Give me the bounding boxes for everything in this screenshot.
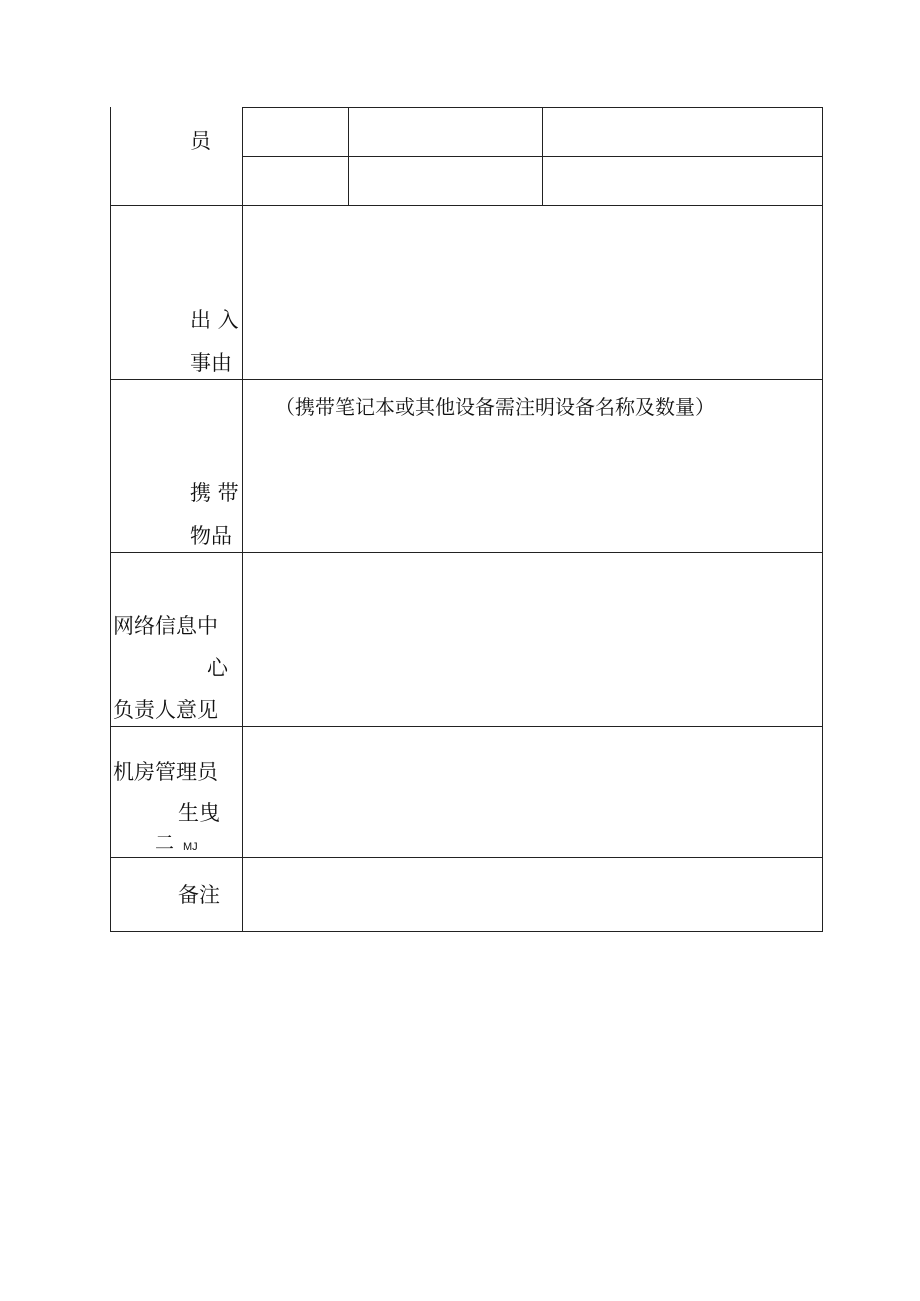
remarks-label: 备注 [178, 883, 220, 907]
items-label-line1: 携 带 [190, 481, 239, 505]
row-line-2 [110, 379, 823, 380]
personnel-cell-4[interactable] [243, 157, 348, 205]
personnel-cell-3[interactable] [543, 108, 822, 156]
items-label-line2: 物品 [190, 524, 232, 548]
personnel-cell-1[interactable] [243, 108, 348, 156]
admin-field[interactable] [243, 727, 822, 857]
right-border [822, 107, 823, 932]
reason-label-line1: 出 入 [190, 308, 239, 332]
personnel-cell-6[interactable] [543, 157, 822, 205]
admin-label-line3-a: 二 [155, 832, 175, 854]
admin-label-line3-b: MJ [183, 841, 198, 853]
remarks-field[interactable] [243, 858, 822, 931]
center-opinion-label-line3: 负责人意见 [113, 698, 218, 722]
items-hint: （携带笔记本或其他设备需注明设备名称及数量） [275, 395, 715, 419]
left-border [110, 107, 111, 932]
reason-label-line2: 事由 [190, 351, 232, 375]
admin-label-line1: 机房管理员 [113, 760, 218, 784]
reason-field[interactable] [243, 206, 822, 379]
bottom-border [110, 931, 823, 932]
items-field[interactable] [243, 430, 822, 552]
center-opinion-field[interactable] [243, 553, 822, 726]
personnel-cell-2[interactable] [349, 108, 542, 156]
center-opinion-label-line1: 网络信息中 [113, 614, 218, 638]
personnel-label: 员 [190, 129, 211, 153]
center-opinion-label-line2: 心 [207, 656, 228, 680]
admin-label-line2: 生曳 [178, 801, 220, 825]
personnel-cell-5[interactable] [349, 157, 542, 205]
